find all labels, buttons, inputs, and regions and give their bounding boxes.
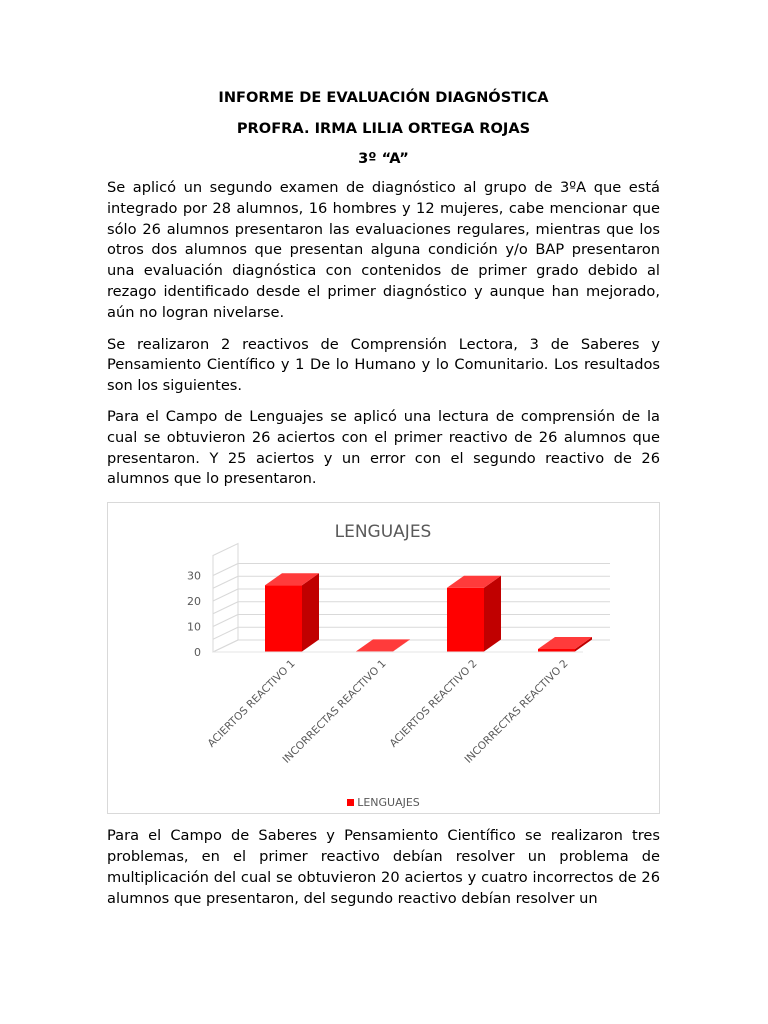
- bar-front: [447, 588, 484, 652]
- bar-front: [538, 649, 575, 652]
- chart-title: LENGUAJES: [334, 522, 432, 543]
- category-label: INCORRECTAS REACTIVO 2: [462, 657, 571, 766]
- bar-front: [265, 585, 302, 651]
- gridline-side: [213, 564, 238, 576]
- chart-legend: [108, 796, 659, 809]
- report-title: INFORME DE EVALUACIÓN DIAGNÓSTICA: [218, 89, 549, 106]
- category-label: ACIERTOS REACTIVO 2: [387, 657, 480, 750]
- bar-top: [356, 640, 410, 652]
- y-tick-label: 30: [187, 569, 201, 583]
- chart-side-wall: [213, 544, 238, 653]
- gridline-side: [213, 640, 238, 652]
- gridline-side: [213, 589, 238, 601]
- legend-swatch: [347, 799, 354, 806]
- category-label: INCORRECTAS REACTIVO 1: [280, 657, 389, 766]
- paragraph-reactivos: Se realizaron 2 reactivos de Comprensión Lectora, 3 de Saberes y Pensamiento Científico y 1 De lo Humano y lo Comunitario. Los resultados son los siguientes.: [107, 335, 660, 395]
- bar-side: [302, 573, 319, 651]
- legend-label: LENGUAJES: [357, 796, 420, 810]
- paragraph-saberes: Para el Campo de Saberes y Pensamiento Científico se realizaron tres problemas, en el primer reactivo debían resolver un problema de multiplicación del cual se obtuvieron 20 aciertos y cuatro incorrectos de 26 alumnos que presentaron, del segundo reactivo debían resolver un: [107, 827, 660, 907]
- gridline-side: [213, 602, 238, 614]
- paragraph-lenguajes: Para el Campo de Lenguajes se aplicó una lectura de comprensión de la cual se obtuvieron 26 aciertos con el primer reactivo de 26 alumnos que presentaron. Y 25 aciertos y un error con el segundo reactivo de 26 alumnos que lo presentaron.: [107, 407, 660, 488]
- y-tick-label: 20: [187, 595, 201, 609]
- paragraph-intro: Se aplicó un segundo examen de diagnóstico al grupo de 3ºA que está integrado por 28 alumnos, 16 hombres y 12 mujeres, cabe mencionar que sólo 26 alumnos presentaron las evaluaciones regulares, mientras que los otros dos alumnos que presentan alguna condición y/o BAP presentaron una evaluación diagnóstica con contenidos de primer grado debido al rezago identificado desde el primer diagnóstico y aunque han mejorado, aún no logran nivelarse.: [107, 179, 660, 321]
- category-label: ACIERTOS REACTIVO 1: [205, 657, 298, 750]
- gridline-side: [213, 576, 238, 588]
- gridline-side: [213, 615, 238, 627]
- y-tick-label: 0: [194, 646, 201, 660]
- document-page: [107, 88, 660, 910]
- lenguajes-chart: [107, 502, 660, 814]
- gridline-side: [213, 627, 238, 639]
- teacher-name: PROFRA. IRMA LILIA ORTEGA ROJAS: [236, 120, 531, 137]
- bar-side: [484, 576, 501, 652]
- chart-svg: [108, 503, 659, 813]
- group-label: 3º “A”: [358, 150, 409, 167]
- y-tick-label: 10: [187, 620, 201, 634]
